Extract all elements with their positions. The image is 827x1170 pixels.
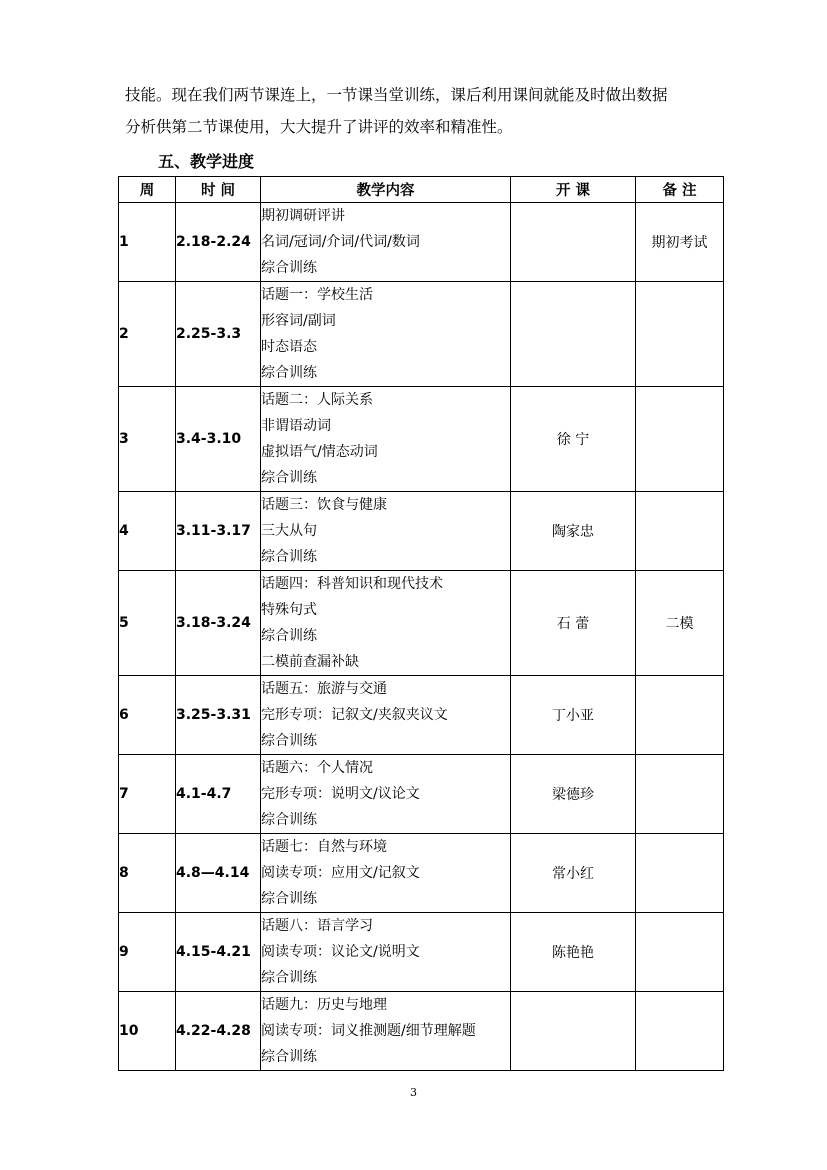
content-line: 特殊句式: [261, 602, 317, 618]
week-cell: 8: [119, 834, 176, 913]
content-cell: [261, 755, 511, 834]
time-cell: 3.4-3.10: [176, 387, 261, 492]
content-line: 话题四：科普知识和现代技术: [261, 576, 443, 592]
content-line: 综合训练: [261, 470, 317, 486]
week-cell: 7: [119, 755, 176, 834]
header-content: 教学内容: [261, 177, 511, 203]
content-cell: [261, 387, 511, 492]
content-cell: [261, 676, 511, 755]
note-cell: 期初考试: [636, 203, 724, 282]
week-cell: 4: [119, 492, 176, 571]
table-row: [119, 676, 724, 755]
content-line: 话题一：学校生活: [261, 287, 373, 303]
note-cell: [636, 387, 724, 492]
content-line: 综合训练: [261, 365, 317, 381]
schedule-body: [119, 203, 724, 1071]
content-line: 综合训练: [261, 260, 317, 276]
teacher-cell: 徐 宁: [511, 387, 636, 492]
note-cell: [636, 834, 724, 913]
table-row: [119, 834, 724, 913]
schedule-table: [118, 176, 724, 1071]
time-cell: 2.18-2.24: [176, 203, 261, 282]
week-cell: 2: [119, 282, 176, 387]
header-teacher: 开 课: [511, 177, 636, 203]
content-line: 完形专项：说明文/议论文: [261, 786, 420, 802]
teacher-cell: 石 蕾: [511, 571, 636, 676]
intro-line-2: 分析供第二节课使用，大大提升了讲评的效率和精准性。: [125, 118, 513, 136]
teacher-cell: [511, 203, 636, 282]
content-line: 非谓语动词: [261, 418, 331, 434]
time-cell: 3.25-3.31: [176, 676, 261, 755]
note-cell: [636, 913, 724, 992]
teacher-cell: 丁小亚: [511, 676, 636, 755]
teacher-cell: 陈艳艳: [511, 913, 636, 992]
content-line: 话题三：饮食与健康: [261, 497, 387, 513]
week-cell: 10: [119, 992, 176, 1071]
content-line: 三大从句: [261, 523, 317, 539]
note-cell: [636, 492, 724, 571]
content-line: 综合训练: [261, 970, 317, 986]
content-cell: [261, 571, 511, 676]
teacher-cell: 陶家忠: [511, 492, 636, 571]
table-row: [119, 492, 724, 571]
table-row: [119, 913, 724, 992]
content-cell: [261, 282, 511, 387]
content-line: 阅读专项：词义推测题/细节理解题: [261, 1023, 476, 1039]
table-row: [119, 282, 724, 387]
content-line: 阅读专项：应用文/记叙文: [261, 865, 420, 881]
week-cell: 6: [119, 676, 176, 755]
teacher-cell: [511, 282, 636, 387]
content-line: 话题九：历史与地理: [261, 997, 387, 1013]
time-cell: 4.22-4.28: [176, 992, 261, 1071]
week-cell: 1: [119, 203, 176, 282]
content-cell: [261, 203, 511, 282]
content-line: 虚拟语气/情态动词: [261, 444, 378, 460]
note-cell: [636, 755, 724, 834]
teacher-cell: 梁德珍: [511, 755, 636, 834]
time-cell: 2.25-3.3: [176, 282, 261, 387]
content-line: 形容词/副词: [261, 313, 336, 329]
content-line: 综合训练: [261, 628, 317, 644]
content-line: 名词/冠词/介词/代词/数词: [261, 234, 420, 250]
week-cell: 9: [119, 913, 176, 992]
content-line: 综合训练: [261, 733, 317, 749]
header-week: 周: [119, 177, 176, 203]
content-line: 阅读专项：议论文/说明文: [261, 944, 420, 960]
content-cell: [261, 834, 511, 913]
week-cell: 5: [119, 571, 176, 676]
content-line: 综合训练: [261, 812, 317, 828]
table-row: [119, 755, 724, 834]
note-cell: 二模: [636, 571, 724, 676]
time-cell: 4.8—4.14: [176, 834, 261, 913]
teacher-cell: [511, 992, 636, 1071]
content-line: 期初调研评讲: [261, 208, 345, 224]
content-line: 综合训练: [261, 1049, 317, 1065]
intro-line-1: 技能。现在我们两节课连上，一节课当堂训练，课后利用课间就能及时做出数据: [125, 86, 668, 104]
page-number: 3: [410, 1086, 417, 1099]
week-cell: 3: [119, 387, 176, 492]
content-line: 话题二：人际关系: [261, 392, 373, 408]
table-header-row: [119, 177, 724, 203]
table-row: [119, 387, 724, 492]
content-line: 话题六：个人情况: [261, 760, 373, 776]
content-line: 综合训练: [261, 891, 317, 907]
content-cell: [261, 913, 511, 992]
note-cell: [636, 992, 724, 1071]
time-cell: 3.11-3.17: [176, 492, 261, 571]
teacher-cell: 常小红: [511, 834, 636, 913]
content-line: 综合训练: [261, 549, 317, 565]
content-line: 话题八：语言学习: [261, 918, 373, 934]
content-line: 话题七：自然与环境: [261, 839, 387, 855]
table-row: [119, 571, 724, 676]
table-row: [119, 992, 724, 1071]
content-line: 时态语态: [261, 339, 317, 355]
section-heading: 五、教学进度: [158, 152, 255, 171]
time-cell: 4.15-4.21: [176, 913, 261, 992]
table-row: [119, 203, 724, 282]
content-line: 完形专项：记叙文/夹叙夹议文: [261, 707, 448, 723]
content-line: 话题五：旅游与交通: [261, 681, 387, 697]
note-cell: [636, 282, 724, 387]
header-note: 备 注: [636, 177, 724, 203]
content-cell: [261, 992, 511, 1071]
content-cell: [261, 492, 511, 571]
header-time: 时 间: [176, 177, 261, 203]
time-cell: 4.1-4.7: [176, 755, 261, 834]
content-line: 二模前查漏补缺: [261, 654, 359, 670]
time-cell: 3.18-3.24: [176, 571, 261, 676]
note-cell: [636, 676, 724, 755]
